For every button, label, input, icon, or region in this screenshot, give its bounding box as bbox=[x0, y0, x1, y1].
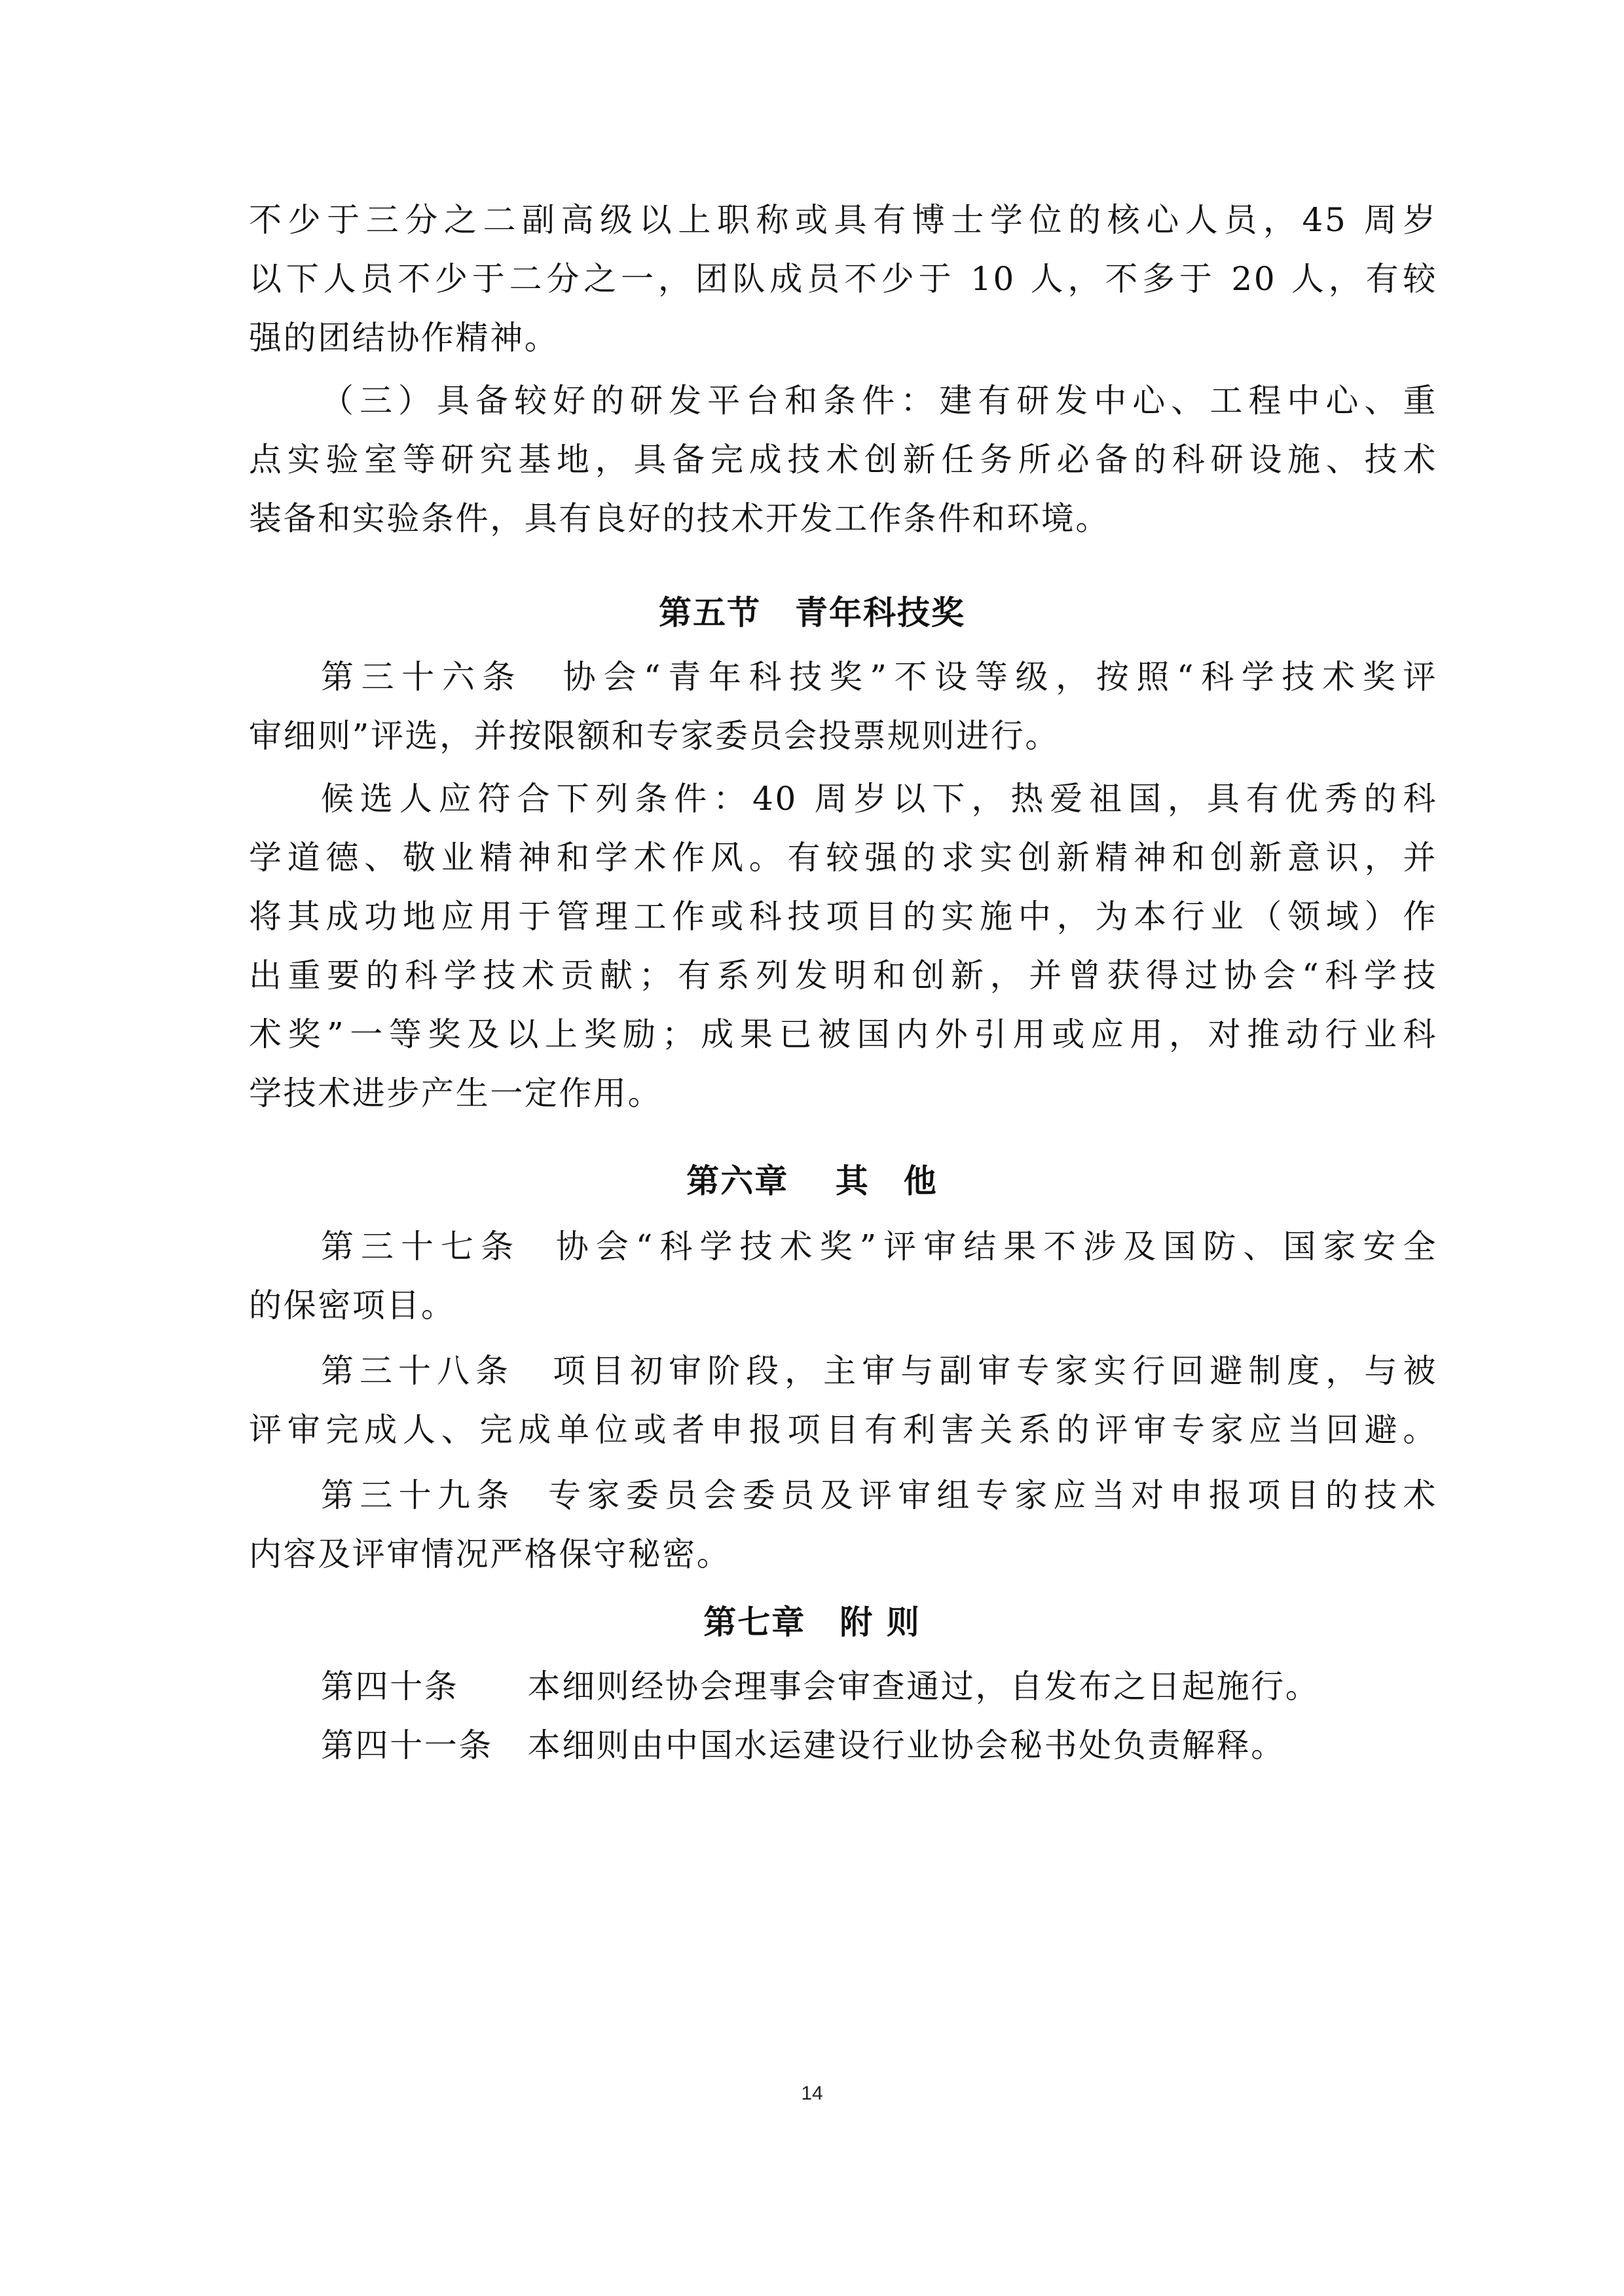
page-number: 14 bbox=[801, 2083, 823, 2104]
body-text-line: 将其成功地应用于管理工作或科技项目的实施中，为本行业（领域）作 bbox=[249, 898, 1437, 936]
body-text-line: 点实验室等研究基地，具备完成技术创新任务所必备的科研设施、技术 bbox=[249, 441, 1437, 479]
body-text-line: 以下人员不少于二分之一，团队成员不少于 10 人，不多于 20 人，有较 bbox=[249, 260, 1437, 298]
body-text-line: 学技术进步产生一定作用。 bbox=[249, 1074, 663, 1112]
body-text-line: （三）具备较好的研发平台和条件：建有研发中心、工程中心、重 bbox=[321, 382, 1437, 420]
chapter-heading: 第七章 附 则 bbox=[703, 1603, 921, 1641]
body-text-line: 学道德、敬业精神和学术作风。有较强的求实创新精神和创新意识，并 bbox=[249, 839, 1437, 877]
body-text-line: 术奖”一等奖及以上奖励；成果已被国内外引用或应用，对推动行业科 bbox=[249, 1015, 1437, 1053]
body-text-line: 第三十八条 项目初审阶段，主审与副审专家实行回避制度，与被 bbox=[321, 1352, 1437, 1390]
body-text-line: 强的团结协作精神。 bbox=[249, 319, 559, 357]
body-text-line: 候选人应符合下列条件：40 周岁以下，热爱祖国，具有优秀的科 bbox=[321, 780, 1437, 818]
body-text-line: 的保密项目。 bbox=[249, 1286, 456, 1324]
body-text-line: 出重要的科学技术贡献；有系列发明和创新，并曾获得过协会“科学技 bbox=[249, 957, 1437, 994]
body-text-line: 评审完成人、完成单位或者申报项目有利害关系的评审专家应当回避。 bbox=[249, 1411, 1437, 1449]
body-text-line: 第四十条 本细则经协会理事会审查通过，自发布之日起施行。 bbox=[321, 1667, 1320, 1705]
body-text-line: 装备和实验条件，具有良好的技术开发工作条件和环境。 bbox=[249, 500, 1110, 538]
body-text-line: 第三十七条 协会“科学技术奖”评审结果不涉及国防、国家安全 bbox=[321, 1228, 1437, 1266]
body-text-line: 审细则”评选，并按限额和专家委员会投票规则进行。 bbox=[249, 717, 1060, 755]
body-text-line: 不少于三分之二副高级以上职称或具有博士学位的核心人员，45 周岁 bbox=[249, 201, 1437, 239]
body-text-line: 内容及评审情况严格保守秘密。 bbox=[249, 1535, 731, 1573]
chapter-heading: 第六章 其 他 bbox=[686, 1161, 938, 1200]
section-heading: 第五节 青年科技奖 bbox=[659, 593, 965, 632]
body-text-line: 第四十一条 本细则由中国水运建设行业协会秘书处负责解释。 bbox=[321, 1726, 1285, 1764]
body-text-line: 第三十六条 协会“青年科技奖”不设等级，按照“科学技术奖评 bbox=[321, 658, 1437, 696]
body-text-line: 第三十九条 专家委员会委员及评审组专家应当对申报项目的技术 bbox=[321, 1476, 1437, 1514]
